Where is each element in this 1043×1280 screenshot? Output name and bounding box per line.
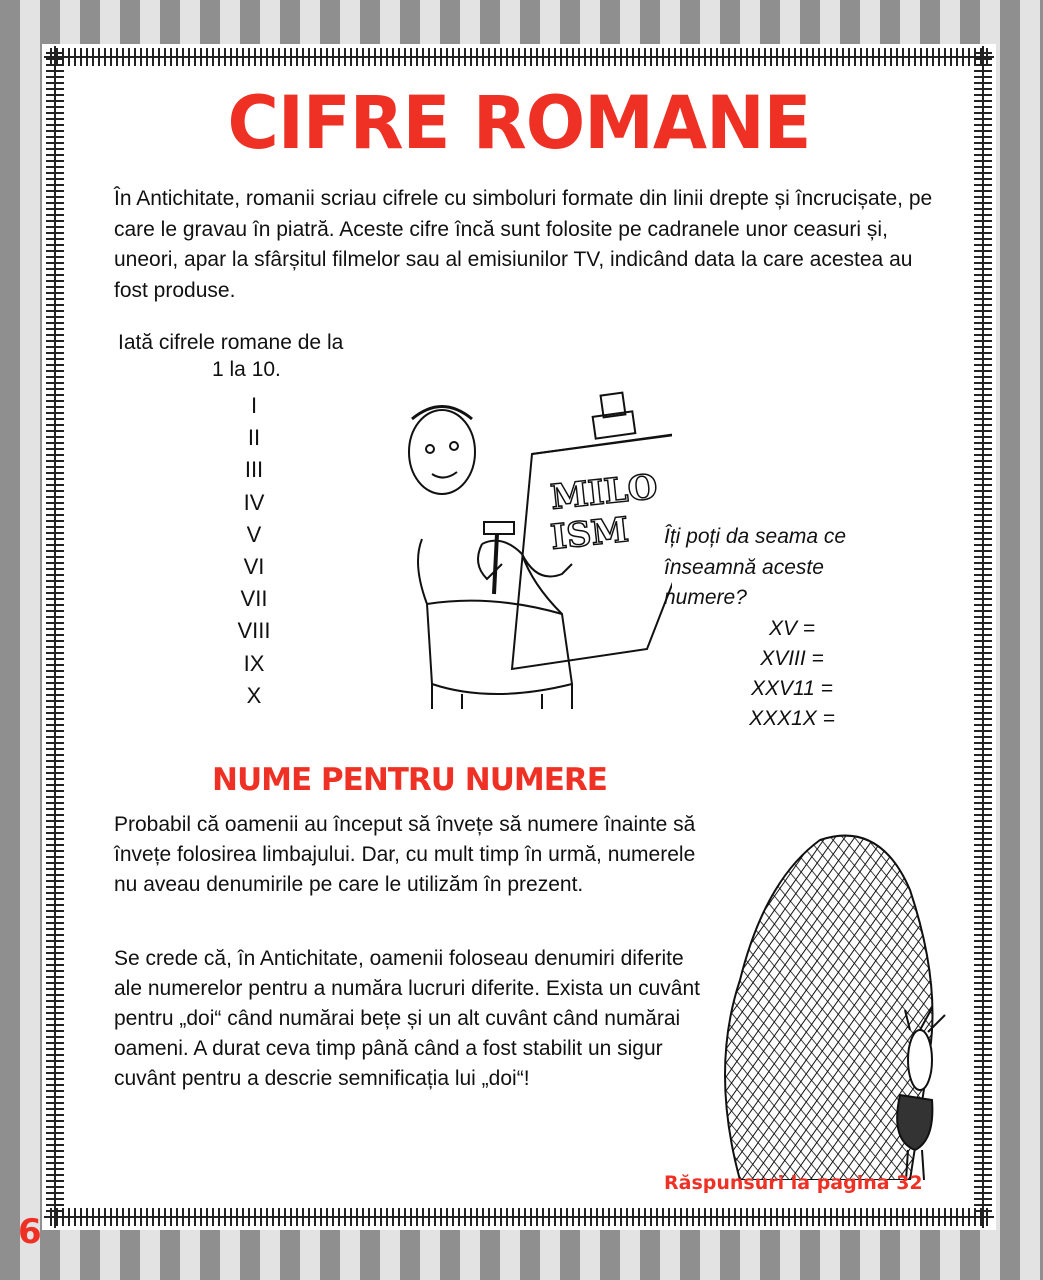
roman-numeral: IX [243,650,265,676]
numerals-intro-line2: 1 la 10. [212,358,281,381]
ruler-top-line [44,56,994,58]
tablet-text-line2: ISM [548,510,631,558]
question-line: Îți poți da seama ce [664,525,847,548]
ruler-left-line [54,46,56,1228]
ruler-right-line [982,46,984,1228]
section-title: NUME PENTRU NUMERE [212,762,607,798]
paragraph-2: Se crede că, în Antichitate, oamenii foloseau denumiri diferite ale numerelor pentru a număra lucruri diferite. Exista un cuvânt pentru „doi“ când numărai bețe și un alt cuvânt când numărai oameni. A durat ceva timp până când a fost stabilit un sigur cuvânt pentru a descrie semnificația lui „doi“! [114,947,700,1090]
exercise-item: XXX1X = [749,707,835,730]
question-line: înseamnă aceste [664,555,824,579]
page-title: CIFRE ROMANE [227,79,811,167]
roman-numeral: VII [240,586,268,612]
question-line: numere? [664,586,747,609]
question-text [664,522,846,614]
page-number: 6 [18,1212,42,1252]
roman-numeral-list [220,390,288,712]
tablet-text-line1: MILO [548,466,660,518]
answers-reference: Răspunsuri la pagina 32 [664,1172,923,1194]
paragraph-1: Probabil că oamenii au început să învețe să numere înainte să învețe folosirea limbajului. Dar, cu mult timp în urmă, numerele nu aveau denumirile pe care le utilizăm în prezent. [114,813,696,896]
roman-numeral: III [244,457,264,483]
roman-numeral: VIII [237,618,271,644]
numerals-intro-line1: Iată cifrele romane de la [118,331,344,354]
roman-numeral: X [246,682,262,708]
page-sheet [42,44,996,1230]
intro-paragraph: În Antichitate, romanii scriau cifrele cu simboluri formate din linii drepte și încrucișate, pe care le gravau în piatră. Aceste cifre încă sunt folosite pe cadranele unor ceasuri și, uneori, apar la sfârșitul filmelor sau al emisiunilor TV, indicând data la care acestea au fost produse. [114,187,933,302]
exercise-item: XVIII = [760,647,824,670]
roman-numeral: II [247,425,261,451]
exercise-item: XV = [768,617,816,640]
roman-numeral: IV [243,489,265,515]
ruler-bottom-line [44,1216,994,1218]
roman-numeral: VI [243,554,265,580]
roman-numeral: V [246,521,262,547]
roman-numeral: I [250,393,258,418]
exercise-list [732,614,852,734]
exercise-item: XXV11 = [751,677,833,700]
stick-heap-illustration [710,820,960,1180]
roman-carving-illustration [372,364,672,709]
